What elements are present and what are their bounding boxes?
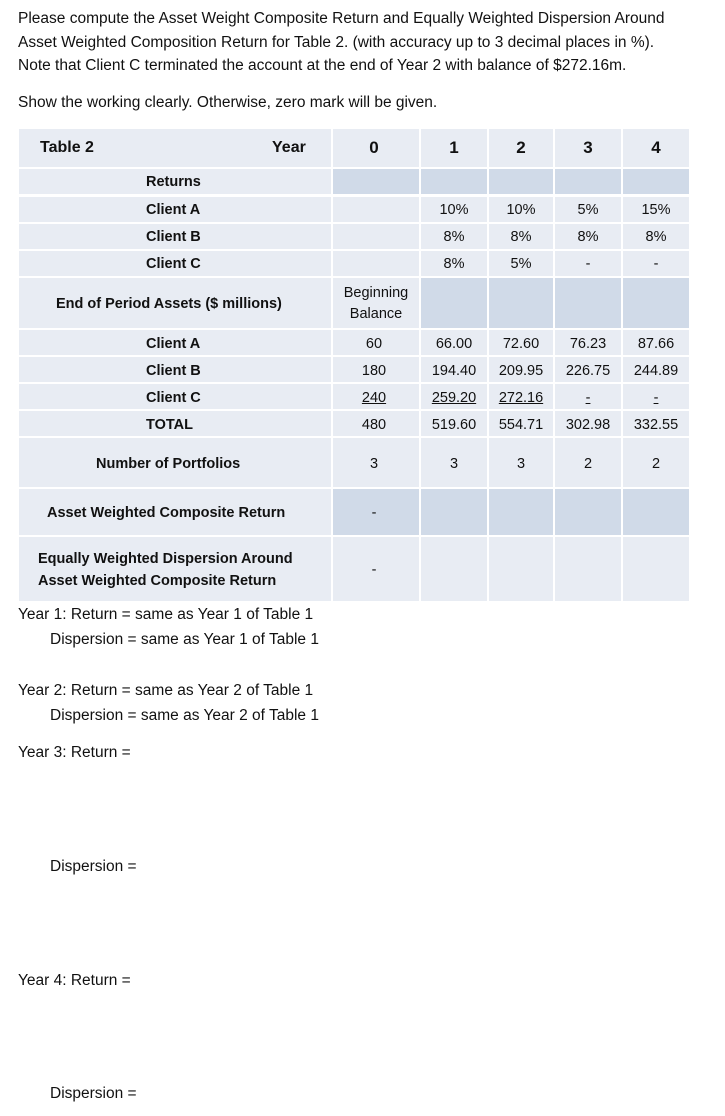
year-label: Year [272,139,306,156]
return-value: 8% [510,229,532,245]
total-value: 302.98 [565,417,611,433]
asset-value: 226.75 [565,363,611,379]
ewd-row-bg-3 [489,537,553,601]
year4-return-text: Year 4: Return = [18,972,131,989]
awcr-row-bg-2 [421,489,487,535]
returns-row-bg-4 [555,169,621,194]
total-value: 554.71 [498,417,544,433]
year-header-0: 0 [369,138,379,157]
asset-value: 244.89 [633,363,679,379]
instructions-line-3: Note that Client C terminated the account at the end of Year 2 with balance of $272.16m. [18,57,627,74]
year-header-2: 2 [516,138,526,157]
asset-client-label: Client A [146,336,201,352]
asset-client-label: Client B [146,363,201,379]
return-client-label: Client A [146,202,201,218]
returns-row-bg-3 [489,169,553,194]
awcr-year0-value: - [371,505,377,521]
asset-value: 259.20 [431,390,477,406]
portfolio-count: 2 [651,456,661,472]
year-header-4: 4 [651,138,661,157]
awcr-label: Asset Weighted Composite Return [47,505,286,521]
returns-label: Returns [146,174,201,190]
total-value: 480 [361,417,387,433]
year4-dispersion-text: Dispersion = [50,1085,137,1102]
asset-value: 272.16 [498,390,544,406]
returns-row-bg-2 [421,169,487,194]
return-value: 5% [510,256,532,272]
table-title: Table 2 [40,139,94,156]
return-value: 8% [577,229,599,245]
asset-value: 72.60 [502,336,540,352]
return-value: 8% [443,256,465,272]
year1-dispersion-text: Dispersion = same as Year 1 of Table 1 [50,631,319,648]
asset-value: 194.40 [431,363,477,379]
working-instruction: Show the working clearly. Otherwise, zero mark will be given. [18,94,438,111]
asset-value: - [585,390,591,406]
year-header-3: 3 [583,138,593,157]
asset-value: 76.23 [569,336,607,352]
awcr-row-bg-4 [555,489,621,535]
eop-row-bg-4 [555,278,621,328]
return-row-0-bg-1 [333,197,419,222]
ewd-label-line2: Asset Weighted Composite Return [38,573,277,589]
instructions-line-2: Asset Weighted Composition Return for Table 2. (with accuracy up to 3 decimal places in %). [18,34,655,51]
return-value: - [653,256,659,272]
beginning-balance-line2: Balance [349,306,403,322]
ewd-year0-value: - [371,562,377,578]
asset-value: 240 [361,390,387,406]
instructions-line-1: Please compute the Asset Weight Composite Return and Equally Weighted Dispersion Around [18,10,665,27]
total-label: TOTAL [146,417,193,433]
returns-row-bg-1 [333,169,419,194]
portfolio-count: 3 [369,456,379,472]
return-value: 15% [641,202,671,218]
beginning-balance-line1: Beginning [343,285,409,301]
asset-value: 209.95 [498,363,544,379]
year2-return-text: Year 2: Return = same as Year 2 of Table 1 [18,682,314,699]
return-value: 10% [506,202,536,218]
eop-label: End of Period Assets ($ millions) [56,296,282,312]
return-value: 10% [439,202,469,218]
year2-dispersion-text: Dispersion = same as Year 2 of Table 1 [50,707,319,724]
return-value: - [585,256,591,272]
eop-row-bg-2 [421,278,487,328]
portfolio-count: 2 [583,456,593,472]
return-client-label: Client B [146,229,201,245]
year-header-1: 1 [449,138,459,157]
returns-row-bg-5 [623,169,689,194]
return-value: 8% [645,229,667,245]
return-value: 5% [577,202,599,218]
eop-row-bg-3 [489,278,553,328]
portfolio-count: 3 [449,456,459,472]
ewd-row-bg-5 [623,537,689,601]
ewd-label-line1: Equally Weighted Dispersion Around [38,551,293,567]
ewd-row-bg-0 [19,537,331,601]
awcr-row-bg-5 [623,489,689,535]
awcr-row-bg-3 [489,489,553,535]
return-row-1-bg-1 [333,224,419,249]
total-value: 519.60 [431,417,477,433]
return-value: 8% [443,229,465,245]
ewd-row-bg-4 [555,537,621,601]
year1-return-text: Year 1: Return = same as Year 1 of Table 1 [18,606,314,623]
asset-value: 66.00 [435,336,473,352]
total-value: 332.55 [633,417,679,433]
return-row-2-bg-1 [333,251,419,276]
asset-value: 87.66 [637,336,675,352]
return-client-label: Client C [146,256,201,272]
asset-value: 180 [361,363,387,379]
asset-value: - [653,390,659,406]
portfolio-count: 3 [516,456,526,472]
portfolios-label: Number of Portfolios [96,456,241,472]
year3-dispersion-text: Dispersion = [50,858,137,875]
eop-row-bg-5 [623,278,689,328]
asset-value: 60 [365,336,383,352]
ewd-row-bg-2 [421,537,487,601]
year3-return-text: Year 3: Return = [18,744,131,761]
asset-client-label: Client C [146,390,201,406]
